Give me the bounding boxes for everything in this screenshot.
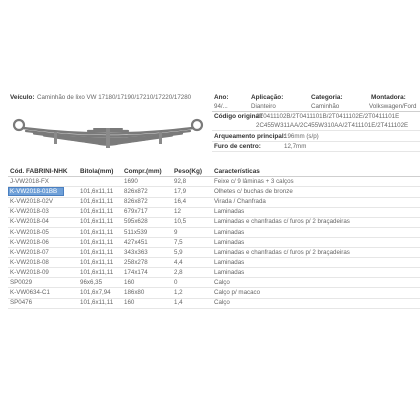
cell-peso: 2,8 bbox=[174, 268, 183, 276]
col-header-code: Cód. FABRINI-NHK bbox=[10, 168, 68, 175]
cell-compr: 511x539 bbox=[124, 228, 148, 236]
cell-compr: 826x872 bbox=[124, 188, 148, 196]
cell-bitola: 101,6x11,11 bbox=[80, 238, 114, 246]
ano-value: 94/... bbox=[214, 103, 228, 110]
col-header-bitola: Bitola(mm) bbox=[80, 168, 114, 175]
cell-code[interactable]: SP0029 bbox=[10, 279, 33, 286]
cell-peso: 12 bbox=[174, 208, 181, 216]
cell-caracteristicas: Calço bbox=[214, 299, 230, 307]
col-header-caracteristicas: Características bbox=[214, 168, 260, 175]
cell-peso: 1,2 bbox=[174, 289, 183, 297]
cell-bitola: 101,6x11,11 bbox=[80, 299, 114, 307]
oem-line-2: 2C455W311AA/2C455W310AA/2T411101E/2T411102E bbox=[256, 122, 409, 129]
cell-compr: 160 bbox=[124, 279, 135, 286]
cell-caracteristicas: Feixe c/ 9 lâminas + 3 calços bbox=[214, 178, 294, 185]
cell-code[interactable]: K-VW2018-04 bbox=[10, 218, 49, 226]
furo-value: 12,7mm bbox=[284, 143, 307, 150]
montadora-label: Montadora: bbox=[371, 94, 406, 101]
cell-peso: 10,5 bbox=[174, 218, 187, 226]
arqueamento-value: 196mm (s/p) bbox=[284, 133, 319, 140]
cell-caracteristicas: Laminadas bbox=[214, 258, 245, 266]
cell-peso: 16,4 bbox=[174, 198, 187, 206]
cell-bitola: 101,6x11,11 bbox=[80, 248, 114, 256]
col-header-compr: Compr.(mm) bbox=[124, 168, 162, 175]
cell-caracteristicas: Laminadas bbox=[214, 268, 245, 276]
cell-compr: 343x363 bbox=[124, 248, 148, 256]
cell-code[interactable]: K-VW2018-03 bbox=[10, 208, 49, 216]
cell-caracteristicas: Laminadas e chanfradas c/ furos p/ 2 braçadeiras bbox=[214, 248, 350, 256]
ano-label: Ano: bbox=[214, 94, 229, 101]
cell-caracteristicas: Laminadas e chanfradas c/ furos p/ 2 braçadeiras bbox=[214, 218, 350, 226]
cell-compr: 186x80 bbox=[124, 289, 145, 297]
cell-compr: 595x628 bbox=[124, 218, 148, 226]
cell-compr: 679x717 bbox=[124, 208, 148, 216]
cell-compr: 1690 bbox=[124, 178, 138, 185]
cell-peso: 4,4 bbox=[174, 258, 183, 266]
furo-label: Furo de centro: bbox=[214, 143, 261, 150]
cell-caracteristicas: Virada / Chanfrada bbox=[214, 198, 266, 206]
cell-bitola: 101,6x7,94 bbox=[80, 289, 111, 297]
cell-compr: 258x278 bbox=[124, 258, 148, 266]
montadora-value: Volkswagen/Ford bbox=[369, 103, 417, 110]
oem-line-1: 2T0411102B/2T0411101B/2T0411102E/2T0411101E bbox=[256, 113, 400, 120]
cell-caracteristicas: Laminadas bbox=[214, 228, 245, 236]
vehicle-label: Veículo: bbox=[10, 94, 35, 101]
cell-bitola: 101,6x11,11 bbox=[80, 268, 114, 276]
categoria-label: Categoria: bbox=[311, 94, 343, 101]
cell-bitola: 101,6x11,11 bbox=[80, 198, 114, 206]
row-divider bbox=[8, 308, 420, 309]
vehicle-value: Caminhão de lixo VW 17180/17190/17210/17220/17280 bbox=[37, 94, 192, 101]
aplicacao-label: Aplicação: bbox=[251, 94, 284, 101]
cell-code[interactable]: K-VW2018-09 bbox=[10, 268, 49, 276]
cell-bitola: 101,6x11,11 bbox=[80, 218, 114, 226]
cell-code[interactable]: K-VW2018-06 bbox=[10, 238, 49, 246]
cell-peso: 1,4 bbox=[174, 299, 183, 307]
cell-bitola: 101,6x11,11 bbox=[80, 208, 114, 216]
cell-bitola: 101,6x11,11 bbox=[80, 188, 114, 196]
cell-code[interactable]: J-VW2018-FX bbox=[10, 178, 49, 185]
cell-peso: 9 bbox=[174, 228, 178, 236]
cell-compr: 826x872 bbox=[124, 198, 148, 206]
arqueamento-label: Arqueamento principal: bbox=[214, 133, 286, 140]
cell-peso: 7,5 bbox=[174, 238, 183, 246]
cell-caracteristicas: Laminadas bbox=[214, 208, 245, 216]
leaf-spring-image bbox=[8, 108, 208, 150]
cell-caracteristicas: Olhetes c/ buchas de bronze bbox=[214, 188, 293, 196]
cell-code[interactable]: K-VW2018-01BB bbox=[10, 188, 58, 196]
cell-code[interactable]: K-VW2018-08 bbox=[10, 258, 49, 266]
cell-compr: 174x174 bbox=[124, 268, 148, 276]
cell-caracteristicas: Calço bbox=[214, 279, 230, 286]
aplicacao-value: Dianteiro bbox=[251, 103, 276, 110]
cell-bitola: 101,6x11,11 bbox=[80, 258, 114, 266]
cell-peso: 17,9 bbox=[174, 188, 187, 196]
cell-peso: 5,9 bbox=[174, 248, 183, 256]
cell-compr: 427x451 bbox=[124, 238, 148, 246]
cell-bitola: 96x6,35 bbox=[80, 279, 103, 286]
cell-caracteristicas: Calço p/ macaco bbox=[214, 289, 261, 297]
categoria-value: Caminhão bbox=[311, 103, 340, 110]
cell-peso: 0 bbox=[174, 279, 178, 286]
cell-compr: 160 bbox=[124, 299, 135, 307]
cell-caracteristicas: Laminadas bbox=[214, 238, 245, 246]
cell-bitola: 101,6x11,11 bbox=[80, 228, 114, 236]
cell-peso: 92,8 bbox=[174, 178, 187, 185]
col-header-peso: Peso(Kg) bbox=[174, 168, 203, 175]
cell-code[interactable]: K-VW2018-02V bbox=[10, 198, 53, 206]
cell-code[interactable]: K-VW0634-C1 bbox=[10, 289, 50, 297]
cell-code[interactable]: K-VW2018-07 bbox=[10, 248, 49, 256]
cell-code[interactable]: SP0476 bbox=[10, 299, 33, 307]
oem-label: Código original: bbox=[214, 113, 263, 120]
cell-code[interactable]: K-VW2018-05 bbox=[10, 228, 49, 236]
